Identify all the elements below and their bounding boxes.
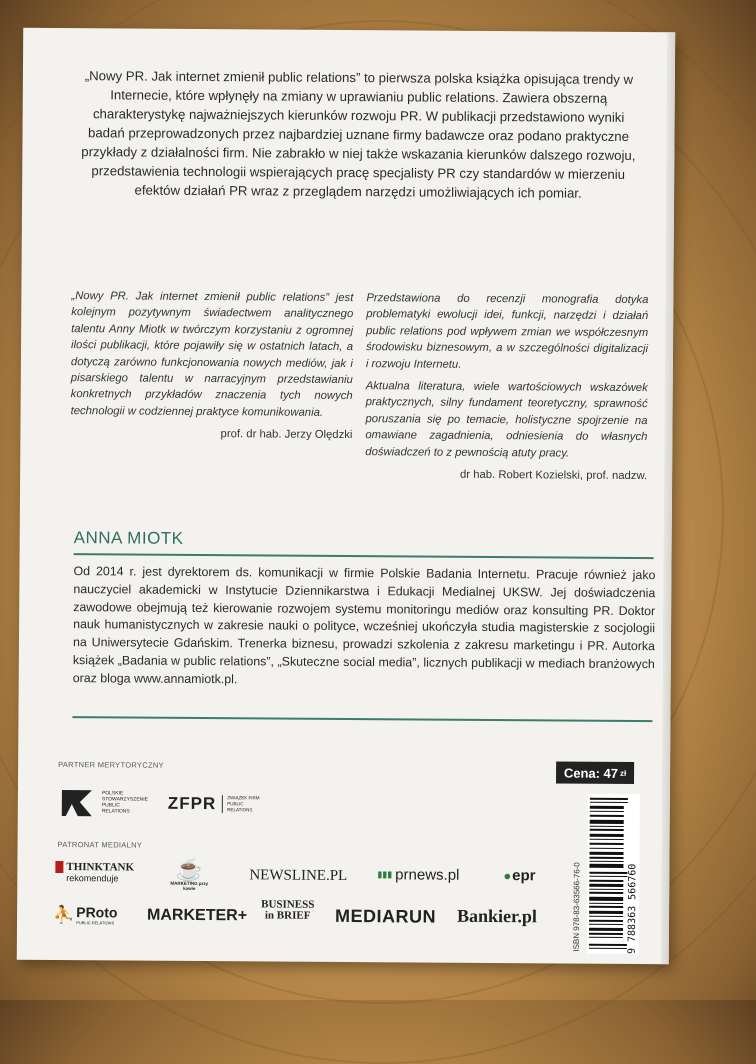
polskie-stowarzyszenie-logo <box>58 780 158 825</box>
divider <box>72 716 652 722</box>
barcode-bars-icon <box>587 794 630 954</box>
proto-people-icon: ⛹ <box>53 904 75 924</box>
prnews-logo <box>377 866 459 884</box>
partner-label: PARTNER MERYTORYCZNY <box>58 759 164 770</box>
review-text-2: Aktualna literatura, wiele wartościowych wskazówek praktycznych, silny fundament teoretyczny, sprawność poruszania się po temacie, holistyczne spojrzenie na omawiane zagadnienia, odniesienia do własnych doświadczeń to z pewnością atuty pracy. <box>365 380 648 460</box>
book-back-cover <box>17 28 675 965</box>
barcode-digits: 9 788363 566760 <box>626 863 639 955</box>
zfpr-text: ZFPR <box>167 793 217 814</box>
bankier-logo: Bankier.pl <box>457 905 538 927</box>
patronat-label: PATRONAT MEDIALNY <box>57 839 143 850</box>
epr-mark-icon: ● <box>503 868 512 884</box>
prnews-bars-icon: ▮▮▮ <box>377 869 393 880</box>
barcode <box>587 794 640 954</box>
marketing-cup-icon: ☕ <box>175 856 204 883</box>
mediarun-logo: MEDIARUN <box>334 905 437 927</box>
author-name: ANNA MIOTK <box>73 528 184 548</box>
marketing-text: MARKETING przy kawie <box>170 880 209 891</box>
review-author: dr hab. Robert Kozielski, prof. nadzw. <box>459 468 648 483</box>
proto-subtext: PUBLIC RELATIONS <box>76 920 115 926</box>
marketer-plus-logo: MARKETER+ <box>147 906 248 925</box>
business-in-brief-logo: BUSINESS in BRIEF <box>261 898 315 922</box>
zfpr-logo <box>168 789 268 820</box>
divider <box>74 553 654 559</box>
prnews-text: prnews.pl <box>395 866 460 884</box>
review-text-1: Przedstawiona do recenzji monografia dotyka problematyki ewolucji idei, funkcji, narzędzi i działań public relations pod wpływem zmian we współczesnym środowisku biznesowym, a w szczególności digitalizacji i rozwoju Internetu. <box>365 292 649 371</box>
epr-text: epr <box>512 867 536 885</box>
psrp-emblem-icon <box>58 782 98 822</box>
price-tag <box>556 761 634 784</box>
epr-logo <box>503 867 535 884</box>
thinktank-subtext: rekomenduje <box>66 873 119 884</box>
book-blurb: „Nowy PR. Jak internet zmienił public relations” to pierwsza polska książka opisująca trendy w Internecie, które wpłynęły na zmiany w uprawianiu public relations. Zawiera obszerną charakterystykę najważniejszych kierunków rozwoju PR. W publikacji przedstawiono wyniki badań przeprowadzonych przez najbardziej uznane firmy badawcze oraz podano praktyczne przykłady z działalności firm. Nie zabrakło w niej także wskazania kierunków dalszego rozwoju, przedstawienia technologii wspierających pracę specjalisty PR czy standardów w mierzeniu efektów działań PR wraz z przeglądem narzędzi umożliwiających ich pomiar. <box>81 68 636 201</box>
review-text: „Nowy PR. Jak internet zmienił public relations” jest kolejnym pozytywnym świadectwem analitycznego talentu Anny Miotk w twórczym korzystaniu z ogromnej ilości publikacji, które pojawiły się w ostatnich latach, a dotyczą zarówno funkcjonowania nowych mediów, jak i pisarskiego talentu w narracyjnym przedstawianiu konkretnych przykładów znaczenia tych nowych technologii w codziennej praktyce komunikowania. <box>70 290 354 419</box>
review-author: prof. dr hab. Jerzy Olędzki <box>220 428 353 442</box>
proto-logo <box>53 904 118 925</box>
thinktank-text: THINKTANK <box>55 861 134 874</box>
newsline-logo: NEWSLINE.PL <box>249 867 348 885</box>
review-quote-left <box>70 288 353 444</box>
thinktank-logo <box>55 861 134 884</box>
price-value: Cena: 47 <box>563 765 619 781</box>
author-bio: Od 2014 r. jest dyrektorem ds. komunikacji w firmie Polskie Badania Internetu. Pracuje również jako nauczyciel akademicki w Instytucie Dziennikarstwa i Edukacji Medialnej UKSW. Jej doświadczenia zawodowe obejmują też kierowanie rozwojem systemu monitoringu mediów oraz konsulting PR. Doktor nauk humanistycznych w zakresie nauki o polityce, wcześniej ukończyła studia magisterskie z socjologii na Uniwersytecie Gdańskim. Trenerka biznesu, prowadzi szkolenia z zakresu marketingu i PR. Autorka książek „Badania w public relations”, „Skuteczne social media”, licznych publikacji w mediach branżowych oraz bloga www.annamiotk.pl. <box>72 564 656 687</box>
zfpr-subtext: ZWIĄZEK FIRM PUBLIC RELATIONS <box>222 795 267 813</box>
psrp-text: POLSKIE STOWARZYSZENIE PUBLIC RELATIONS <box>101 790 149 815</box>
price-currency: zł <box>620 768 627 778</box>
review-quote-right <box>365 290 648 484</box>
marketing-przy-kawie-logo <box>167 856 211 891</box>
proto-text: PRoto <box>76 904 118 921</box>
isbn-number: ISBN 978-83-63566-76-0 <box>571 862 582 952</box>
